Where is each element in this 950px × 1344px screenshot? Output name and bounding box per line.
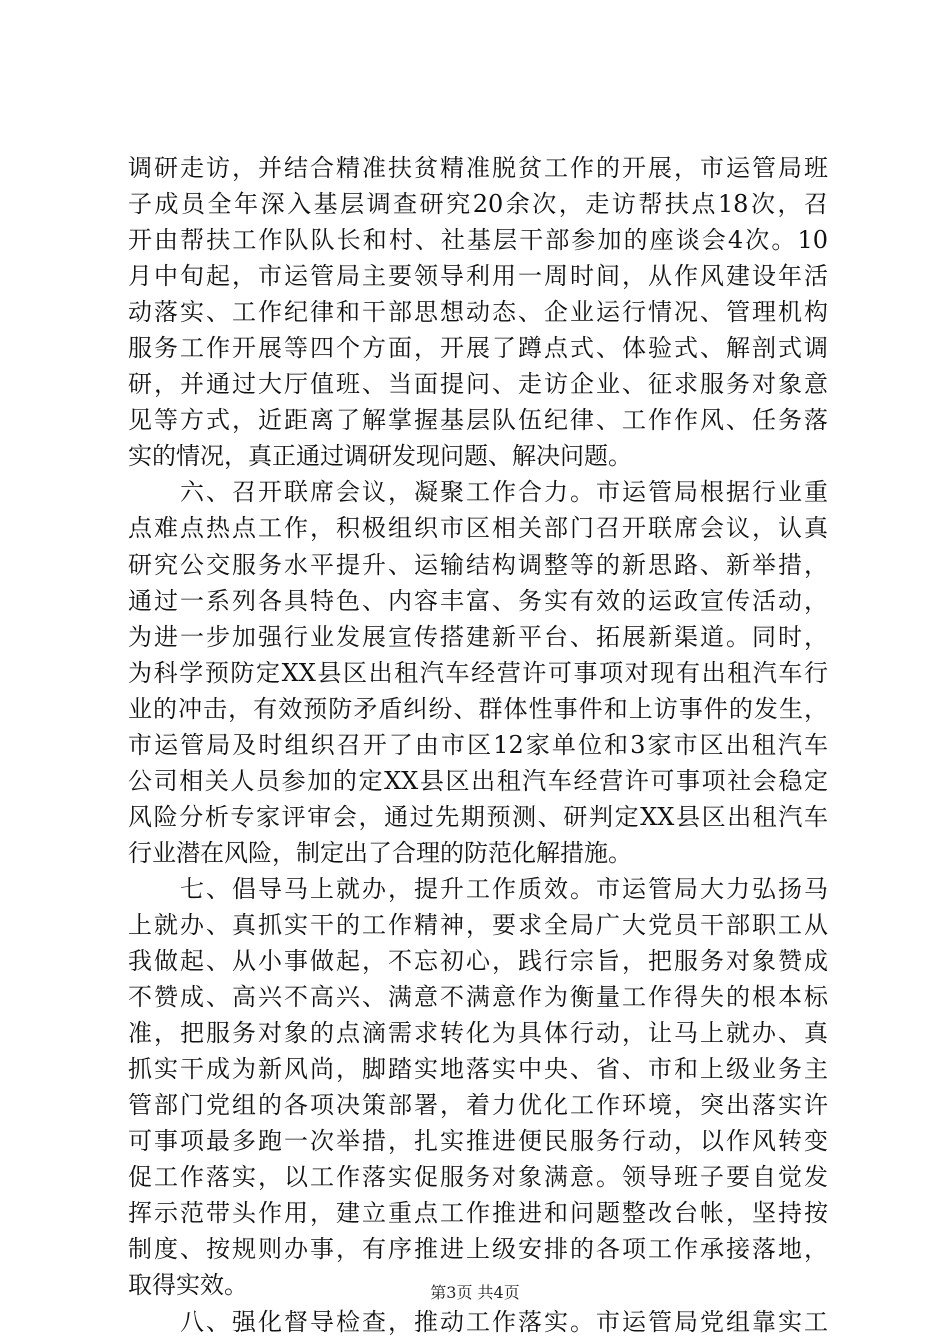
text-line: 抓实干成为新风尚，脚踏实地落实中央、省、市和上级业务主 (128, 1055, 828, 1084)
text-line: 可事项最多跑一次举措，扎实推进便民服务行动，以作风转变 (128, 1127, 828, 1156)
text-line: 调研走访，并结合精准扶贫精准脱贫工作的开展，市运管局班 (128, 154, 828, 182)
text-line: 为进一步加强行业发展宣传搭建新平台、拓展新渠道。同时， (128, 622, 828, 651)
text-line: 不赞成、高兴不高兴、满意不满意作为衡量工作得失的根本标 (128, 983, 828, 1012)
text-line: 点难点热点工作，积极组织市区相关部门召开联席会议，认真 (128, 514, 828, 543)
text-line: 开由帮扶工作队队长和村、社基层干部参加的座谈会4次。10 (128, 226, 828, 255)
text-line: 为科学预防定XX县区出租汽车经营许可事项对现有出租汽车行 (128, 658, 828, 687)
text-line: 七、倡导马上就办，提升工作质效。市运管局大力弘扬马 (128, 874, 828, 903)
text-line: 子成员全年深入基层调查研究20余次，走访帮扶点18次，召 (128, 190, 828, 219)
text-line: 挥示范带头作用，建立重点工作推进和问题整改台帐，坚持按 (128, 1199, 828, 1228)
page-footer: 第3页 共4页 (430, 1283, 520, 1302)
text-line: 公司相关人员参加的定XX县区出租汽车经营许可事项社会稳定 (128, 766, 828, 795)
text-line: 实的情况，真正通过调研发现问题、解决问题。 (128, 442, 632, 471)
text-line: 见等方式，近距离了解掌握基层队伍纪律、工作作风、任务落 (128, 406, 828, 435)
text-line: 动落实、工作纪律和干部思想动态、企业运行情况、管理机构 (128, 298, 828, 327)
text-line: 业的冲击，有效预防矛盾纠纷、群体性事件和上访事件的发生， (128, 694, 828, 723)
text-line: 管部门党组的各项决策部署，着力优化工作环境，突出落实许 (128, 1091, 828, 1120)
text-line: 准，把服务对象的点滴需求转化为具体行动，让马上就办、真 (128, 1019, 828, 1048)
text-line: 我做起、从小事做起，不忘初心，践行宗旨，把服务对象赞成 (128, 947, 828, 976)
text-line: 行业潜在风险，制定出了合理的防范化解措施。 (128, 838, 632, 867)
text-line: 市运管局及时组织召开了由市区12家单位和3家市区出租汽车 (128, 730, 828, 759)
text-line: 月中旬起，市运管局主要领导利用一周时间，从作风建设年活 (128, 262, 828, 291)
text-line: 八、强化督导检查，推动工作落实。市运管局党组靠实工 (128, 1307, 828, 1336)
text-line: 风险分析专家评审会，通过先期预测、研判定XX县区出租汽车 (128, 802, 828, 831)
body-text (128, 150, 828, 1340)
text-line: 研究公交服务水平提升、运输结构调整等的新思路、新举措， (128, 550, 828, 579)
text-line: 研，并通过大厅值班、当面提问、走访企业、征求服务对象意 (128, 370, 828, 399)
text-line: 上就办、真抓实干的工作精神，要求全局广大党员干部职工从 (128, 910, 828, 939)
text-line: 通过一系列各具特色、内容丰富、务实有效的运政宣传活动， (128, 586, 828, 615)
text-line: 六、召开联席会议，凝聚工作合力。市运管局根据行业重 (128, 478, 828, 507)
text-line: 促工作落实，以工作落实促服务对象满意。领导班子要自觉发 (128, 1163, 828, 1192)
text-line: 制度、按规则办事，有序推进上级安排的各项工作承接落地， (128, 1235, 828, 1264)
text-line: 服务工作开展等四个方面，开展了蹲点式、体验式、解剖式调 (128, 334, 828, 363)
text-line: 取得实效。 (128, 1271, 248, 1300)
